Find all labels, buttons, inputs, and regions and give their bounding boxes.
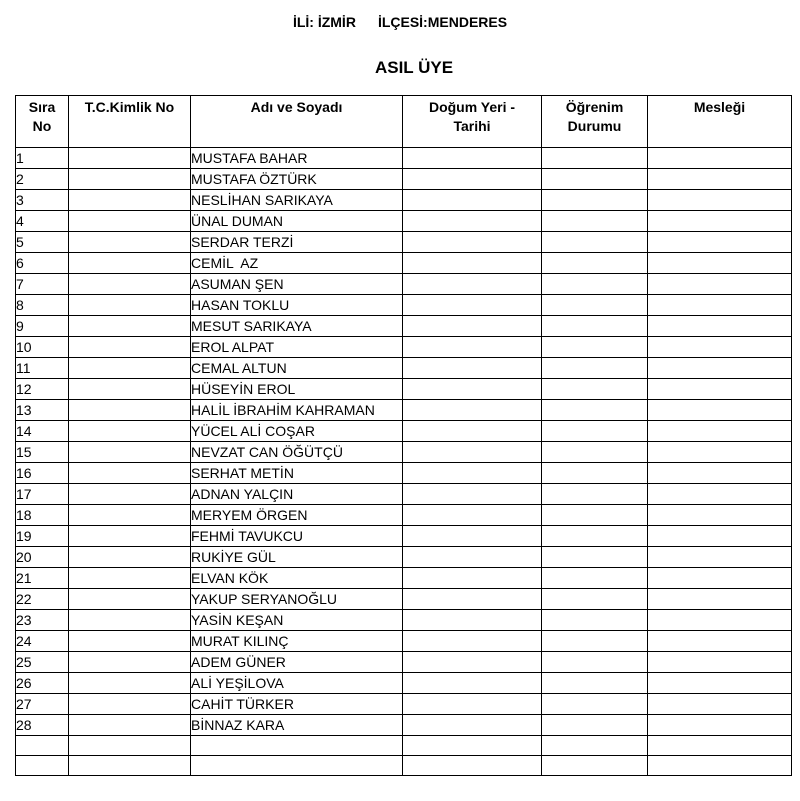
- row-number: 15: [16, 442, 69, 463]
- table-row: [16, 190, 792, 211]
- member-name: NEVZAT CAN ÖĞÜTÇÜ: [191, 442, 403, 463]
- birth-place-date-cell: [403, 505, 542, 526]
- table-row: [16, 589, 792, 610]
- occupation-cell: [648, 631, 792, 652]
- member-name: [191, 756, 403, 776]
- column-header-sira-no: Sıra No: [16, 96, 69, 148]
- education-cell: [542, 148, 648, 169]
- row-number: 22: [16, 589, 69, 610]
- member-name: MUSTAFA BAHAR: [191, 148, 403, 169]
- birth-place-date-cell: [403, 148, 542, 169]
- row-number: [16, 756, 69, 776]
- education-cell: [542, 169, 648, 190]
- row-number: 1: [16, 148, 69, 169]
- education-cell: [542, 211, 648, 232]
- table-row: [16, 736, 792, 756]
- member-name: ELVAN KÖK: [191, 568, 403, 589]
- member-table: [15, 95, 792, 776]
- occupation-cell: [648, 211, 792, 232]
- table-row: [16, 652, 792, 673]
- tc-kimlik-cell: [69, 379, 191, 400]
- occupation-cell: [648, 148, 792, 169]
- tc-kimlik-cell: [69, 421, 191, 442]
- education-cell: [542, 610, 648, 631]
- occupation-cell: [648, 484, 792, 505]
- table-row: [16, 505, 792, 526]
- table-row: [16, 274, 792, 295]
- member-name: FEHMİ TAVUKCU: [191, 526, 403, 547]
- tc-kimlik-cell: [69, 316, 191, 337]
- occupation-cell: [648, 715, 792, 736]
- province-label: İLİ: İZMİR: [292, 14, 356, 30]
- member-name: MURAT KILINÇ: [191, 631, 403, 652]
- member-name: ADNAN YALÇIN: [191, 484, 403, 505]
- birth-place-date-cell: [403, 736, 542, 756]
- birth-place-date-cell: [403, 568, 542, 589]
- row-number: 20: [16, 547, 69, 568]
- member-name: HALİL İBRAHİM KAHRAMAN: [191, 400, 403, 421]
- education-cell: [542, 358, 648, 379]
- tc-kimlik-cell: [69, 400, 191, 421]
- occupation-cell: [648, 756, 792, 776]
- member-name: RUKİYE GÜL: [191, 547, 403, 568]
- table-row: [16, 715, 792, 736]
- education-cell: [542, 421, 648, 442]
- member-name: BİNNAZ KARA: [191, 715, 403, 736]
- column-header-dogum-yeri-tarihi: Doğum Yeri - Tarihi: [403, 96, 542, 148]
- occupation-cell: [648, 253, 792, 274]
- table-row: [16, 610, 792, 631]
- birth-place-date-cell: [403, 421, 542, 442]
- occupation-cell: [648, 652, 792, 673]
- row-number: 6: [16, 253, 69, 274]
- education-cell: [542, 253, 648, 274]
- occupation-cell: [648, 442, 792, 463]
- column-header-ad-soyad: Adı ve Soyadı: [191, 96, 403, 148]
- member-name: ADEM GÜNER: [191, 652, 403, 673]
- tc-kimlik-cell: [69, 211, 191, 232]
- column-header-ogrenim-durumu: Öğrenim Durumu: [542, 96, 648, 148]
- birth-place-date-cell: [403, 400, 542, 421]
- birth-place-date-cell: [403, 715, 542, 736]
- education-cell: [542, 715, 648, 736]
- birth-place-date-cell: [403, 253, 542, 274]
- tc-kimlik-cell: [69, 505, 191, 526]
- column-header-meslegi: Mesleği: [648, 96, 792, 148]
- table-row: [16, 463, 792, 484]
- education-cell: [542, 316, 648, 337]
- table-header-row: [16, 96, 792, 148]
- row-number: 12: [16, 379, 69, 400]
- member-name: YAKUP SERYANOĞLU: [191, 589, 403, 610]
- birth-place-date-cell: [403, 274, 542, 295]
- row-number: 4: [16, 211, 69, 232]
- member-name: MESUT SARIKAYA: [191, 316, 403, 337]
- member-name: EROL ALPAT: [191, 337, 403, 358]
- member-name: HASAN TOKLU: [191, 295, 403, 316]
- tc-kimlik-cell: [69, 631, 191, 652]
- birth-place-date-cell: [403, 442, 542, 463]
- row-number: 10: [16, 337, 69, 358]
- table-row: [16, 211, 792, 232]
- table-row: [16, 568, 792, 589]
- occupation-cell: [648, 295, 792, 316]
- row-number: 18: [16, 505, 69, 526]
- occupation-cell: [648, 568, 792, 589]
- birth-place-date-cell: [403, 631, 542, 652]
- education-cell: [542, 379, 648, 400]
- education-cell: [542, 463, 648, 484]
- birth-place-date-cell: [403, 463, 542, 484]
- table-row: [16, 421, 792, 442]
- tc-kimlik-cell: [69, 610, 191, 631]
- table-body: [16, 148, 792, 776]
- occupation-cell: [648, 463, 792, 484]
- member-name: CEMİL AZ: [191, 253, 403, 274]
- occupation-cell: [648, 169, 792, 190]
- tc-kimlik-cell: [69, 358, 191, 379]
- tc-kimlik-cell: [69, 295, 191, 316]
- birth-place-date-cell: [403, 610, 542, 631]
- birth-place-date-cell: [403, 232, 542, 253]
- birth-place-date-cell: [403, 337, 542, 358]
- tc-kimlik-cell: [69, 442, 191, 463]
- birth-place-date-cell: [403, 673, 542, 694]
- row-number: 13: [16, 400, 69, 421]
- tc-kimlik-cell: [69, 547, 191, 568]
- row-number: 8: [16, 295, 69, 316]
- occupation-cell: [648, 190, 792, 211]
- occupation-cell: [648, 358, 792, 379]
- row-number: 28: [16, 715, 69, 736]
- education-cell: [542, 442, 648, 463]
- member-name: ÜNAL DUMAN: [191, 211, 403, 232]
- education-cell: [542, 652, 648, 673]
- table-row: [16, 484, 792, 505]
- education-cell: [542, 295, 648, 316]
- tc-kimlik-cell: [69, 484, 191, 505]
- tc-kimlik-cell: [69, 736, 191, 756]
- tc-kimlik-cell: [69, 253, 191, 274]
- tc-kimlik-cell: [69, 190, 191, 211]
- row-number: 26: [16, 673, 69, 694]
- birth-place-date-cell: [403, 694, 542, 715]
- education-cell: [542, 337, 648, 358]
- document-header: [0, 14, 800, 30]
- member-name: ALİ YEŞİLOVA: [191, 673, 403, 694]
- row-number: 2: [16, 169, 69, 190]
- occupation-cell: [648, 316, 792, 337]
- education-cell: [542, 631, 648, 652]
- education-cell: [542, 547, 648, 568]
- tc-kimlik-cell: [69, 169, 191, 190]
- table-row: [16, 756, 792, 776]
- row-number: [16, 736, 69, 756]
- table-row: [16, 295, 792, 316]
- birth-place-date-cell: [403, 756, 542, 776]
- district-label: İLÇESİ:MENDERES: [377, 14, 508, 30]
- occupation-cell: [648, 337, 792, 358]
- occupation-cell: [648, 736, 792, 756]
- row-number: 11: [16, 358, 69, 379]
- education-cell: [542, 190, 648, 211]
- table-row: [16, 358, 792, 379]
- member-name: SERDAR TERZİ: [191, 232, 403, 253]
- tc-kimlik-cell: [69, 148, 191, 169]
- occupation-cell: [648, 547, 792, 568]
- tc-kimlik-cell: [69, 463, 191, 484]
- table-row: [16, 694, 792, 715]
- tc-kimlik-cell: [69, 568, 191, 589]
- member-name: SERHAT METİN: [191, 463, 403, 484]
- tc-kimlik-cell: [69, 756, 191, 776]
- education-cell: [542, 526, 648, 547]
- member-name: HÜSEYİN EROL: [191, 379, 403, 400]
- occupation-cell: [648, 505, 792, 526]
- education-cell: [542, 505, 648, 526]
- table-row: [16, 400, 792, 421]
- occupation-cell: [648, 421, 792, 442]
- occupation-cell: [648, 694, 792, 715]
- member-name: YÜCEL ALİ COŞAR: [191, 421, 403, 442]
- tc-kimlik-cell: [69, 232, 191, 253]
- tc-kimlik-cell: [69, 694, 191, 715]
- birth-place-date-cell: [403, 526, 542, 547]
- row-number: 17: [16, 484, 69, 505]
- row-number: 3: [16, 190, 69, 211]
- occupation-cell: [648, 589, 792, 610]
- birth-place-date-cell: [403, 484, 542, 505]
- table-row: [16, 526, 792, 547]
- birth-place-date-cell: [403, 379, 542, 400]
- education-cell: [542, 568, 648, 589]
- row-number: 9: [16, 316, 69, 337]
- row-number: 23: [16, 610, 69, 631]
- member-name: [191, 736, 403, 756]
- row-number: 21: [16, 568, 69, 589]
- table-row: [16, 253, 792, 274]
- member-name: MERYEM ÖRGEN: [191, 505, 403, 526]
- occupation-cell: [648, 526, 792, 547]
- table-row: [16, 673, 792, 694]
- row-number: 25: [16, 652, 69, 673]
- table-row: [16, 379, 792, 400]
- tc-kimlik-cell: [69, 673, 191, 694]
- member-name: CEMAL ALTUN: [191, 358, 403, 379]
- education-cell: [542, 484, 648, 505]
- education-cell: [542, 673, 648, 694]
- table-row: [16, 232, 792, 253]
- tc-kimlik-cell: [69, 526, 191, 547]
- birth-place-date-cell: [403, 547, 542, 568]
- birth-place-date-cell: [403, 211, 542, 232]
- birth-place-date-cell: [403, 190, 542, 211]
- education-cell: [542, 274, 648, 295]
- occupation-cell: [648, 379, 792, 400]
- row-number: 5: [16, 232, 69, 253]
- occupation-cell: [648, 673, 792, 694]
- education-cell: [542, 589, 648, 610]
- birth-place-date-cell: [403, 589, 542, 610]
- row-number: 16: [16, 463, 69, 484]
- column-header-tc-kimlik-no: T.C.Kimlik No: [69, 96, 191, 148]
- birth-place-date-cell: [403, 652, 542, 673]
- row-number: 14: [16, 421, 69, 442]
- birth-place-date-cell: [403, 169, 542, 190]
- tc-kimlik-cell: [69, 589, 191, 610]
- tc-kimlik-cell: [69, 715, 191, 736]
- birth-place-date-cell: [403, 358, 542, 379]
- occupation-cell: [648, 274, 792, 295]
- table-row: [16, 169, 792, 190]
- table-row: [16, 316, 792, 337]
- member-name: NESLİHAN SARIKAYA: [191, 190, 403, 211]
- page-title: ASIL ÜYE: [374, 58, 454, 77]
- table-row: [16, 547, 792, 568]
- education-cell: [542, 232, 648, 253]
- occupation-cell: [648, 232, 792, 253]
- row-number: 7: [16, 274, 69, 295]
- tc-kimlik-cell: [69, 274, 191, 295]
- education-cell: [542, 400, 648, 421]
- table-row: [16, 148, 792, 169]
- education-cell: [542, 694, 648, 715]
- row-number: 24: [16, 631, 69, 652]
- row-number: 19: [16, 526, 69, 547]
- table-row: [16, 442, 792, 463]
- education-cell: [542, 756, 648, 776]
- education-cell: [542, 736, 648, 756]
- member-name: ASUMAN ŞEN: [191, 274, 403, 295]
- member-name: YASİN KEŞAN: [191, 610, 403, 631]
- table-row: [16, 337, 792, 358]
- occupation-cell: [648, 400, 792, 421]
- table-row: [16, 631, 792, 652]
- birth-place-date-cell: [403, 316, 542, 337]
- tc-kimlik-cell: [69, 652, 191, 673]
- member-name: CAHİT TÜRKER: [191, 694, 403, 715]
- member-name: MUSTAFA ÖZTÜRK: [191, 169, 403, 190]
- birth-place-date-cell: [403, 295, 542, 316]
- tc-kimlik-cell: [69, 337, 191, 358]
- occupation-cell: [648, 610, 792, 631]
- row-number: 27: [16, 694, 69, 715]
